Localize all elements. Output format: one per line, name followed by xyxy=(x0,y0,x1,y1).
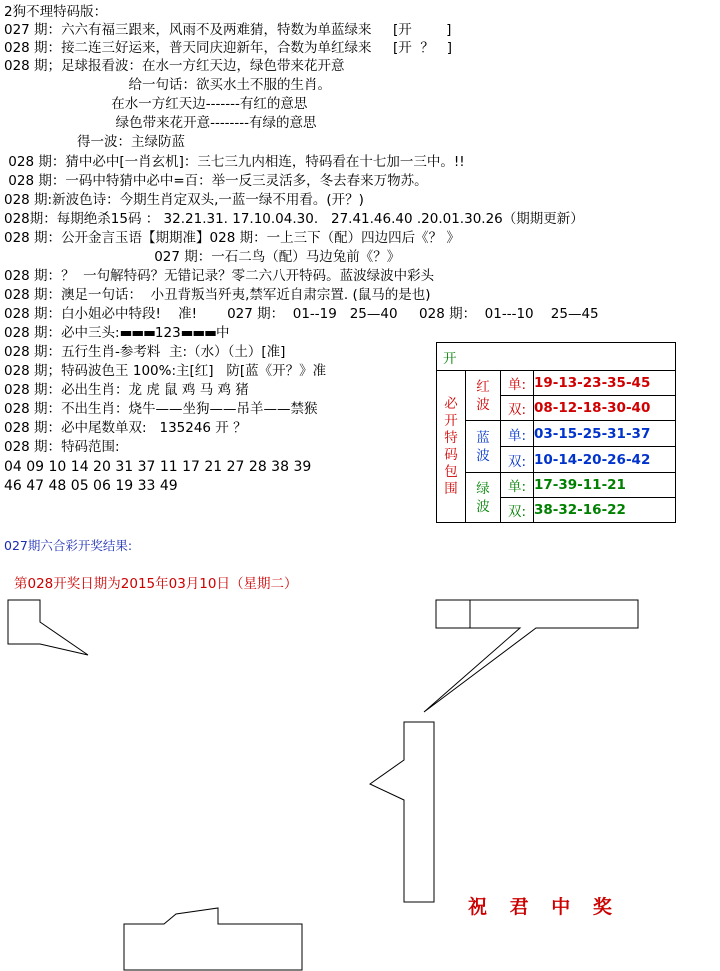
line-20: 028 期：必出生肖：龙 虎 鼠 鸡 马 鸡 猪 xyxy=(4,382,249,398)
line-13: 027 期：一石二鸟（配）马边兔前《？》 xyxy=(4,249,401,265)
line-9: 028 期：一码中特猜中必中=百：举一反三灵活多，冬去春来万物苏。 xyxy=(4,173,428,189)
line-4: 给一句话：欲买水土不服的生肖。 xyxy=(4,77,331,93)
line-5: 在水一方红天边-------有红的意思 xyxy=(4,96,308,112)
result-title: 027期六合彩开奖结果: xyxy=(4,538,133,553)
line-19: 028 期；特码波色王 100%:主[红] 防[蓝《开？》准 xyxy=(4,363,327,379)
blue-wave-label: 蓝 波 xyxy=(466,421,501,473)
line-12: 028 期：公开金言玉语【期期准】028 期：一上三下（配）四边四后《？ 》 xyxy=(4,230,460,246)
line-11: 028期：每期绝杀15码 ： 32.21.31. 17.10.04.30. 27.41.46.40 .20.01.30.26（期期更新） xyxy=(4,211,584,227)
red-odd-label: 单: xyxy=(501,371,534,396)
line-1: 027 期：六六有福三跟来，风雨不及两难猜，特数为单蓝绿来 [开 ] xyxy=(4,22,452,38)
blue-even-label: 双: xyxy=(501,447,534,473)
line-21: 028 期：不出生肖：烧牛——坐狗——吊羊——禁猴 xyxy=(4,401,318,417)
bottom-callout-shape xyxy=(124,908,302,970)
number-range-row-2: 46 47 48 05 06 19 33 49 xyxy=(4,478,178,494)
blue-odd-numbers: 03-15-25-31-37 xyxy=(534,421,676,447)
line-6: 绿色带来花开意--------有绿的意思 xyxy=(4,115,317,131)
blue-odd-label: 单: xyxy=(501,421,534,447)
green-odd-numbers: 17-39-11-21 xyxy=(534,473,676,498)
red-odd-numbers: 19-13-23-35-45 xyxy=(534,371,676,396)
line-18: 028 期：五行生肖-参考料 主:（水）（土）[准] xyxy=(4,344,286,360)
table-head: 开 xyxy=(437,343,676,371)
green-even-numbers: 38-32-16-22 xyxy=(534,498,676,523)
line-16: 028 期：白小姐必中特段! 准! 027 期： 01--19 25—40 028 期： 01---10 25—45 xyxy=(4,306,599,322)
line-17: 028 期：必中三头:▬▬▬123▬▬▬中 xyxy=(4,325,230,341)
page-header: 2狗不理特码版： xyxy=(4,4,108,20)
line-2: 028 期：接二连三好运来，普天同庆迎新年，合数为单红绿来 [开 ？ ] xyxy=(4,40,453,56)
line-23: 028 期：特码范围: xyxy=(4,439,120,455)
green-odd-label: 单: xyxy=(501,473,534,498)
line-15: 028 期：澳足一句话： 小丑背叛当歼夷,禁军近自肃宗置. (鼠马的是也) xyxy=(4,287,431,303)
left-callout-shape xyxy=(8,600,88,655)
line-8: 028 期：猜中必中[一肖玄机]：三七三九内相连，特码看在十七加一三中。!! xyxy=(4,154,465,170)
draw-date: 第028开奖日期为2015年03月10日（星期二） xyxy=(14,576,298,592)
table-side-label: 必 开 特 码 包 围 xyxy=(437,371,466,523)
vertical-callout-shape xyxy=(370,722,434,902)
line-22: 028 期：必中尾数单双: 135246 开 ？ xyxy=(4,420,247,436)
line-7: 得一波：主绿防蓝 xyxy=(4,134,185,150)
red-even-numbers: 08-12-18-30-40 xyxy=(534,396,676,421)
top-right-callout-shape xyxy=(424,600,638,712)
line-3: 028 期；足球报看波：在水一方红天边，绿色带来花开意 xyxy=(4,58,345,74)
line-14: 028 期：？ 一句解特码？无错记录？零二六八开特码。蓝波绿波中彩头 xyxy=(4,268,435,284)
green-wave-label: 绿 波 xyxy=(466,473,501,523)
number-range-row-1: 04 09 10 14 20 31 37 11 17 21 27 28 38 39 xyxy=(4,459,312,475)
line-10: 028 期:新波色诗：今期生肖定双头,一蓝一绿不用看。(开？) xyxy=(4,192,364,208)
blue-even-numbers: 10-14-20-26-42 xyxy=(534,447,676,473)
red-even-label: 双: xyxy=(501,396,534,421)
blessing-text: 祝 君 中 奖 xyxy=(468,896,620,918)
green-even-label: 双: xyxy=(501,498,534,523)
red-wave-label: 红 波 xyxy=(466,371,501,421)
